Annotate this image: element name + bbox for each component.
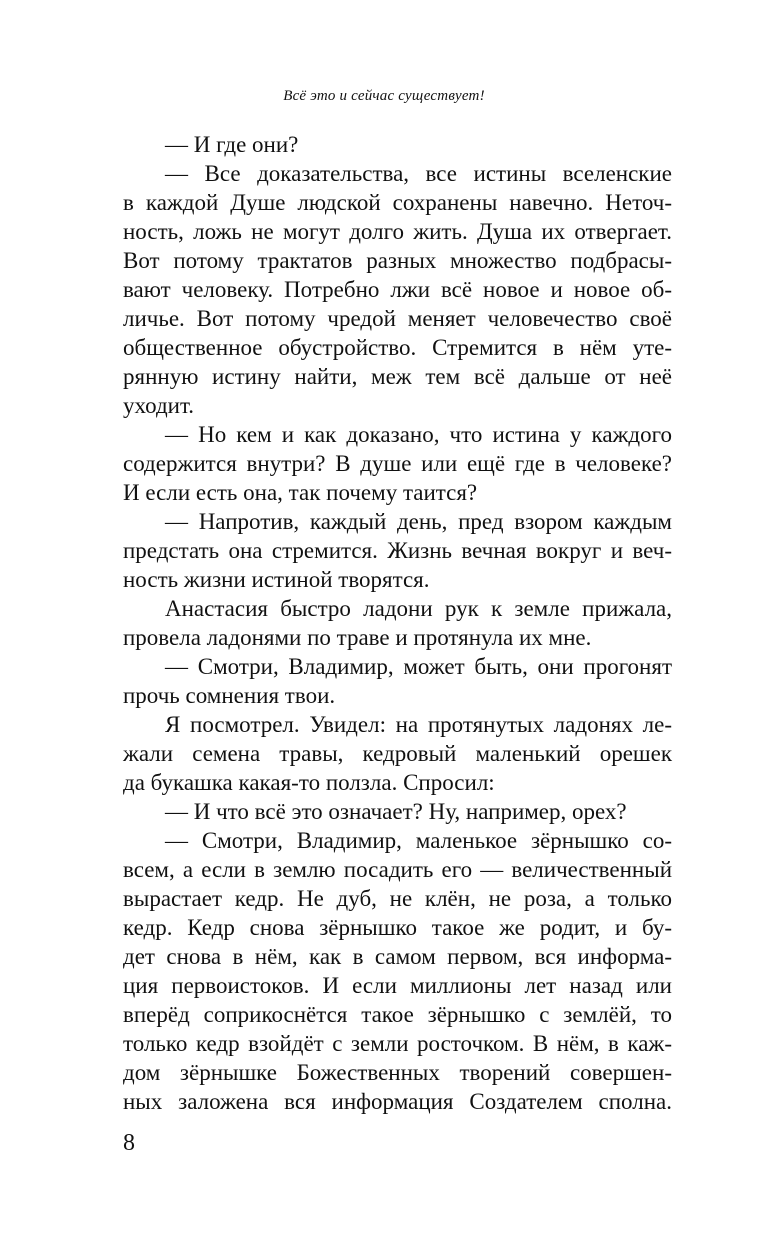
paragraph [123, 159, 672, 420]
page-number: 8 [123, 1130, 135, 1156]
running-head: Всё это и сейчас существует! [283, 88, 485, 104]
text-line: ных заложена вся информация Создателем сполна. [123, 1089, 672, 1114]
text-line: — Но кем и как доказано, что истина у каждого [165, 422, 672, 447]
paragraph [123, 594, 672, 652]
text-line: общественное обустройство. Стремится в нём уте- [123, 335, 672, 360]
text-line: — Смотри, Владимир, маленькое зёрнышко со- [165, 828, 672, 853]
text-line: вперёд соприкоснётся такое зёрнышко с землёй, то [123, 1002, 672, 1027]
text-line: кедр. Кедр снова зёрнышко такое же родит, и бу- [123, 915, 672, 940]
paragraph [123, 826, 672, 1116]
text-line: прочь сомнения твои. [123, 683, 336, 708]
paragraph [123, 797, 672, 826]
text-line: рянную истину найти, меж тем всё дальше от неё [123, 364, 672, 389]
text-line: только кедр взойдёт с земли росточком. В нём, в каж- [123, 1031, 672, 1056]
text-line: вают человеку. Потребно лжи всё новое и новое об- [123, 277, 672, 302]
text-line: всем, а если в землю посадить его — величественный [123, 857, 672, 882]
paragraph [123, 130, 672, 159]
text-line: дет снова в нём, как в самом первом, вся информа- [123, 944, 672, 969]
text-line: — Напротив, каждый день, пред взором каждым [165, 509, 672, 534]
text-line: — Все доказательства, все истины вселенские [165, 161, 672, 186]
text-line: — И где они? [165, 132, 299, 157]
text-line: — И что всё это означает? Ну, например, орех? [165, 799, 627, 824]
text-line: ция первоистоков. И если миллионы лет назад или [123, 973, 672, 998]
text-line: дом зёрнышке Божественных творений совершен- [123, 1060, 672, 1085]
text-line: Вот потому трактатов разных множество подбрасы- [123, 248, 672, 273]
body-text [123, 130, 672, 1116]
text-line: Анастасия быстро ладони рук к земле прижала, [165, 596, 672, 621]
paragraph [123, 652, 672, 710]
text-line: в каждой Душе людской сохранены навечно. Неточ- [123, 190, 672, 215]
text-line: да букашка какая-то ползла. Спросил: [123, 770, 495, 795]
text-line: личье. Вот потому чредой меняет человечество своё [123, 306, 672, 331]
text-line: — Смотри, Владимир, может быть, они прогонят [165, 654, 672, 679]
paragraph [123, 507, 672, 594]
text-line: уходит. [123, 393, 195, 418]
text-line: содержится внутри? В душе или ещё где в человеке? [123, 451, 672, 476]
paragraph [123, 710, 672, 797]
text-line: предстать она стремится. Жизнь вечная вокруг и веч- [123, 538, 672, 563]
text-line: вырастает кедр. Не дуб, не клён, не роза, а только [123, 886, 672, 911]
text-line: Я посмотрел. Увидел: на протянутых ладонях ле- [165, 712, 672, 737]
text-line: жали семена травы, кедровый маленький орешек [123, 741, 672, 766]
text-line: ность жизни истиной творятся. [123, 567, 430, 592]
paragraph [123, 420, 672, 507]
text-line: провела ладонями по траве и протянула их мне. [123, 625, 592, 650]
text-line: ность, ложь не могут долго жить. Душа их отвергает. [123, 219, 672, 244]
text-line: И если есть она, так почему таится? [123, 480, 478, 505]
